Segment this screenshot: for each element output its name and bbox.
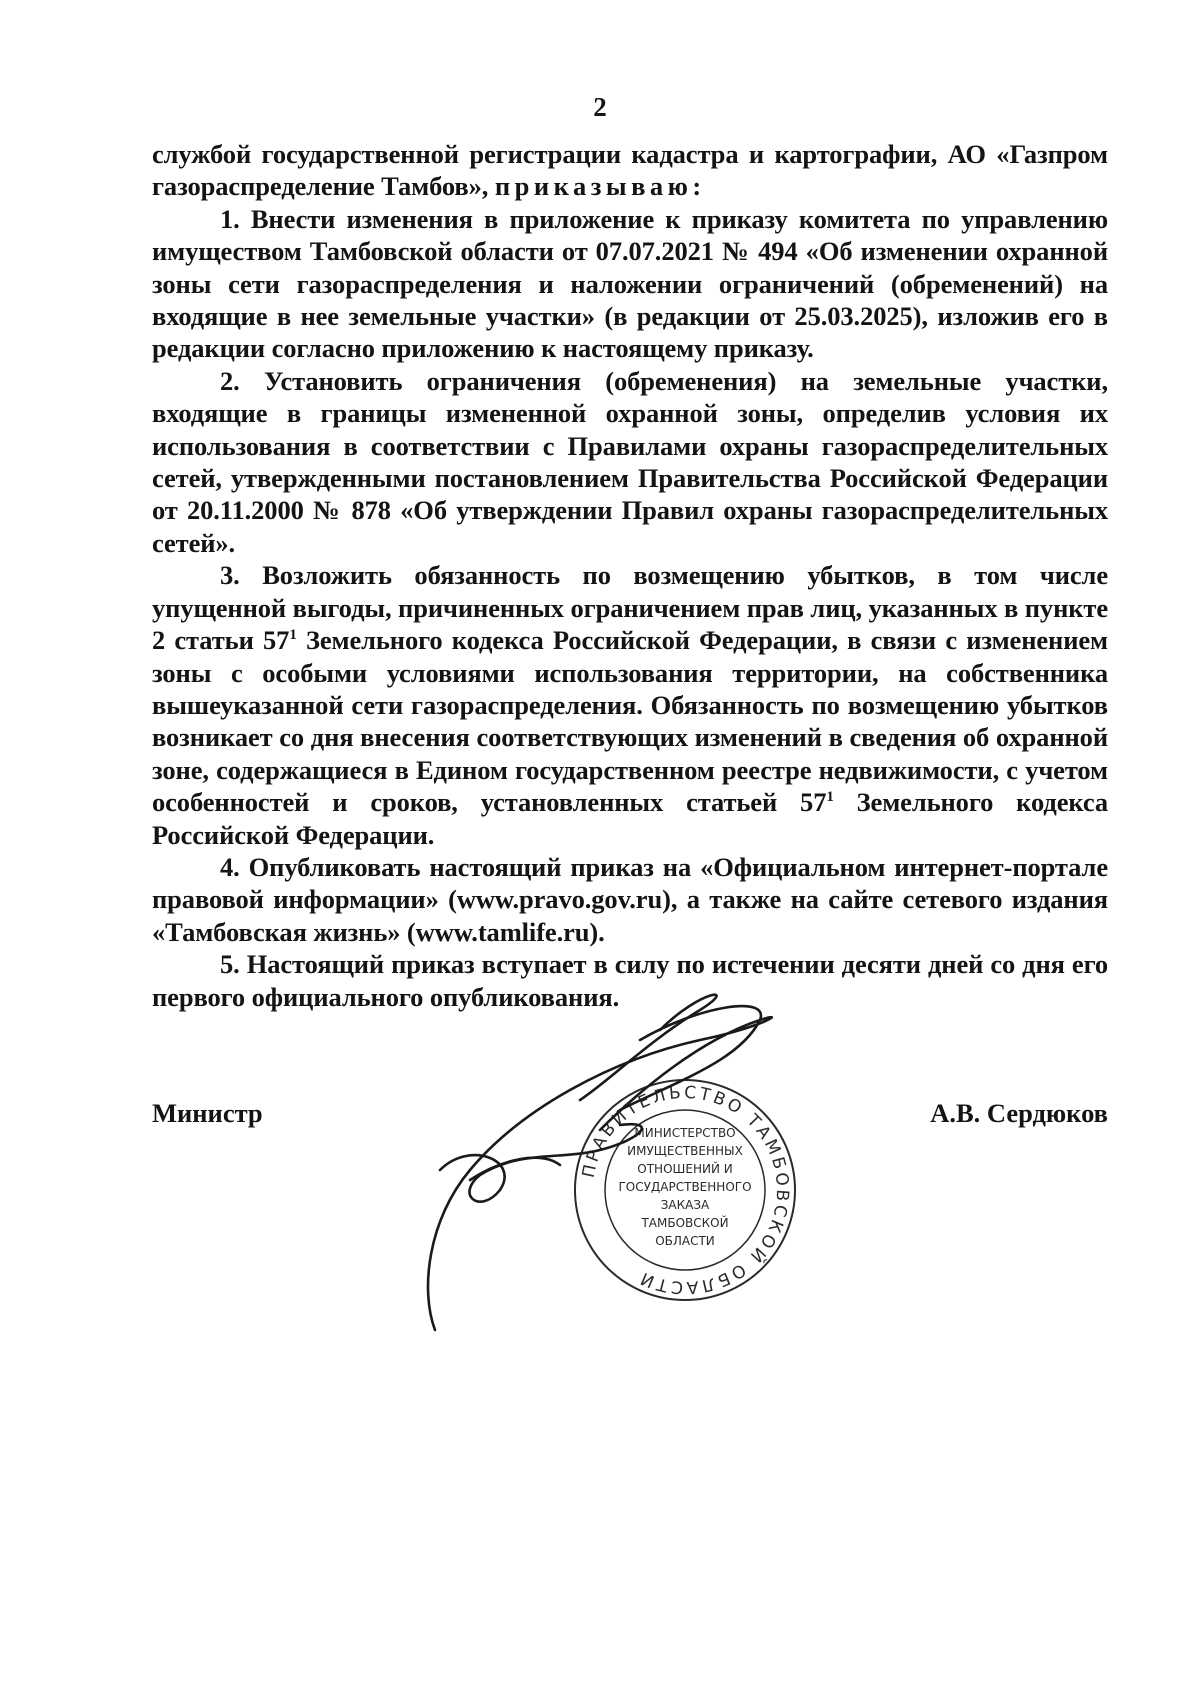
order-keyword: приказываю bbox=[494, 171, 693, 202]
page-number: 2 bbox=[593, 92, 607, 122]
stamp-center-text bbox=[618, 1126, 751, 1248]
document-body bbox=[152, 138, 1108, 1013]
intro-paragraph bbox=[152, 138, 1108, 203]
item-3-part-2: Земельного кодекса Российской Федерации, в связи с изменением зоны с особыми условиями использования территории, на собственника вышеуказанной сети газораспределения. Обязанность по возмещению убытков возникает со дня внесения соответствующих изменений в сведения об охранной зоне, содержащиеся в Едином государственном реестре недвижимости, с учетом особенностей и сроков, установленных статьей 57 bbox=[152, 625, 1108, 818]
intro-text: службой государственной регистрации кадастра и картографии, АО «Газпром газораспределение Тамбов», bbox=[152, 139, 1108, 202]
official-stamp bbox=[570, 1075, 800, 1305]
signer-role: Министр bbox=[152, 1098, 263, 1128]
item-4: 4. Опубликовать настоящий приказ на «Официальном интернет-портале правовой информации» (www.pravo.gov.ru), а также на сайте сетевого издания «Тамбовская жизнь» (www.tamlife.ru). bbox=[152, 851, 1108, 947]
svg-text:ГОСУДАРСТВЕННОГО: ГОСУДАРСТВЕННОГО bbox=[618, 1180, 752, 1194]
superscript-1: 1 bbox=[289, 627, 297, 644]
svg-text:ИМУЩЕСТВЕННЫХ: ИМУЩЕСТВЕННЫХ bbox=[627, 1144, 743, 1158]
stamp-ring-text: ПРАВИТЕЛЬСТВО ТАМБОВСКОЙ ОБЛАСТИ bbox=[578, 1082, 793, 1298]
item-3 bbox=[152, 559, 1108, 851]
item-1: 1. Внести изменения в приложение к приказу комитета по управлению имуществом Тамбовской области от 07.07.2021 № 494 «Об изменении охранной зоны сети газораспределения и наложении ограничений (обременений) на входящие в нее земельные участки» (в редакции от 25.03.2025), изложив его в редакции согласно приложению к настоящему приказу. bbox=[152, 203, 1108, 364]
item-3-part-1: 3. Возложить обязанность по возмещению убытков, в том числе упущенной выгоды, причиненных ограничением прав лиц, указанных в пункте 2 статьи 57 bbox=[152, 560, 1108, 656]
intro-colon: : bbox=[692, 171, 702, 202]
svg-text:ТАМБОВСКОЙ: ТАМБОВСКОЙ bbox=[641, 1216, 729, 1230]
svg-text:ОТНОШЕНИЙ И: ОТНОШЕНИЙ И bbox=[637, 1162, 733, 1176]
item-2: 2. Установить ограничения (обременения) на земельные участки, входящие в границы измененной охранной зоны, определив условия их использования в соответствии с Правилами охраны газораспределительных сетей, утвержденными постановлением Правительства Российской Федерации от 20.11.2000 № 878 «Об утверждении Правил охраны газораспределительных сетей». bbox=[152, 365, 1108, 558]
signer-name: А.В. Сердюков bbox=[930, 1098, 1108, 1128]
svg-text:МИНИСТЕРСТВО: МИНИСТЕРСТВО bbox=[634, 1126, 736, 1140]
item-5: 5. Настоящий приказ вступает в силу по истечении десяти дней со дня его первого официального опубликования. bbox=[152, 949, 1108, 1012]
item-3-part-3: Земельного кодекса Российской Федерации. bbox=[152, 787, 1108, 850]
superscript-2: 1 bbox=[826, 789, 834, 806]
svg-text:ОБЛАСТИ: ОБЛАСТИ bbox=[655, 1234, 715, 1248]
svg-text:ЗАКАЗА: ЗАКАЗА bbox=[660, 1198, 710, 1212]
signature-stroke-5 bbox=[470, 1158, 560, 1180]
